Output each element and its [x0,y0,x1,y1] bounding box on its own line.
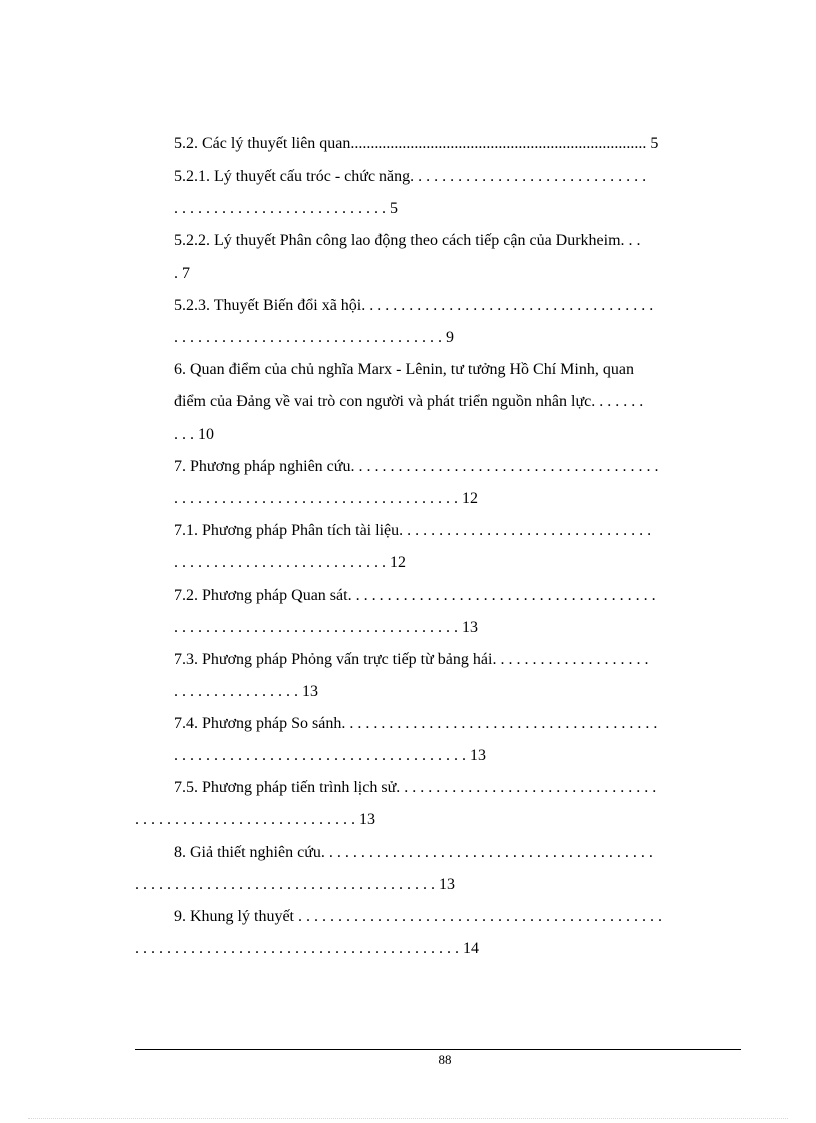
toc-entry-7-4-continued: . . . . . . . . . . . . . . . . . . . . . . . . . . . . . . . . . . . . . 13 [174,747,486,764]
toc-entry-7-5: 7.5. Phương pháp tiến trình lịch sử. . . . . . . . . . . . . . . . . . . . . . . . . . . . . . . . . [174,779,657,796]
footer-divider [135,1049,741,1050]
toc-entry-7-continued: . . . . . . . . . . . . . . . . . . . . . . . . . . . . . . . . . . . . 12 [174,490,478,507]
toc-entry-5-2-3-continued: . . . . . . . . . . . . . . . . . . . . . . . . . . . . . . . . . . 9 [174,329,454,346]
toc-entry-7-3-continued: . . . . . . . . . . . . . . . . 13 [174,683,318,700]
toc-entry-8-continued: . . . . . . . . . . . . . . . . . . . . . . . . . . . . . . . . . . . . . . 13 [135,876,455,893]
toc-entry-6: 6. Quan điểm của chủ nghĩa Marx - Lênin, tư tưởng Hồ Chí Minh, quan [174,361,634,378]
toc-entry-7-2: 7.2. Phương pháp Quan sát. . . . . . . . . . . . . . . . . . . . . . . . . . . . . . . . . . . . . . . [174,587,656,604]
toc-entry-5-2-2: 5.2.2. Lý thuyết Phân công lao động theo cách tiếp cận của Durkheim. . . [174,232,641,249]
toc-entry-7: 7. Phương pháp nghiên cứu. . . . . . . . . . . . . . . . . . . . . . . . . . . . . . . . . . . . . . . [174,458,659,475]
toc-entry-7-1-continued: . . . . . . . . . . . . . . . . . . . . . . . . . . . 12 [174,554,406,571]
toc-entry-5-2-1-continued: . . . . . . . . . . . . . . . . . . . . . . . . . . . 5 [174,200,398,217]
toc-entry-8: 8. Giả thiết nghiên cứu. . . . . . . . . . . . . . . . . . . . . . . . . . . . . . . . . . . . . . . . . . [174,844,653,861]
page-bottom-edge [28,1118,788,1119]
toc-entry-7-1: 7.1. Phương pháp Phân tích tài liệu. . . . . . . . . . . . . . . . . . . . . . . . . . . . . . . . [174,522,652,539]
toc-entry-7-2-continued: . . . . . . . . . . . . . . . . . . . . . . . . . . . . . . . . . . . . 13 [174,619,478,636]
toc-entry-7-5-continued: . . . . . . . . . . . . . . . . . . . . . . . . . . . . 13 [135,811,375,828]
page-number: 88 [438,1052,452,1067]
toc-entry-7-3: 7.3. Phương pháp Phỏng vấn trực tiếp từ bảng hái. . . . . . . . . . . . . . . . . . . . [174,651,649,668]
toc-entry-7-4: 7.4. Phương pháp So sánh. . . . . . . . . . . . . . . . . . . . . . . . . . . . . . . . . . . . . . . . [174,715,658,732]
toc-entry-6-continued: điểm của Đảng về vai trò con người và phát triển nguồn nhân lực. . . . . . . [174,393,644,410]
toc-entry-6-page: . . . 10 [174,426,214,443]
toc-entry-5-2-2-continued: . 7 [174,265,190,282]
toc-entry-5-2: 5.2. Các lý thuyết liên quan.......................................................................... 5 [174,135,659,152]
toc-entry-9-continued: . . . . . . . . . . . . . . . . . . . . . . . . . . . . . . . . . . . . . . . . . 14 [135,940,479,957]
toc-entry-5-2-1: 5.2.1. Lý thuyết cấu tróc - chức năng. . . . . . . . . . . . . . . . . . . . . . . . . . . . . . [174,168,647,185]
toc-entry-5-2-3: 5.2.3. Thuyết Biến đổi xã hội. . . . . . . . . . . . . . . . . . . . . . . . . . . . . . . . . . . . . [174,297,654,314]
toc-entry-9: 9. Khung lý thuyết . . . . . . . . . . . . . . . . . . . . . . . . . . . . . . . . . . . . . . . . . . . . . . [174,908,662,925]
